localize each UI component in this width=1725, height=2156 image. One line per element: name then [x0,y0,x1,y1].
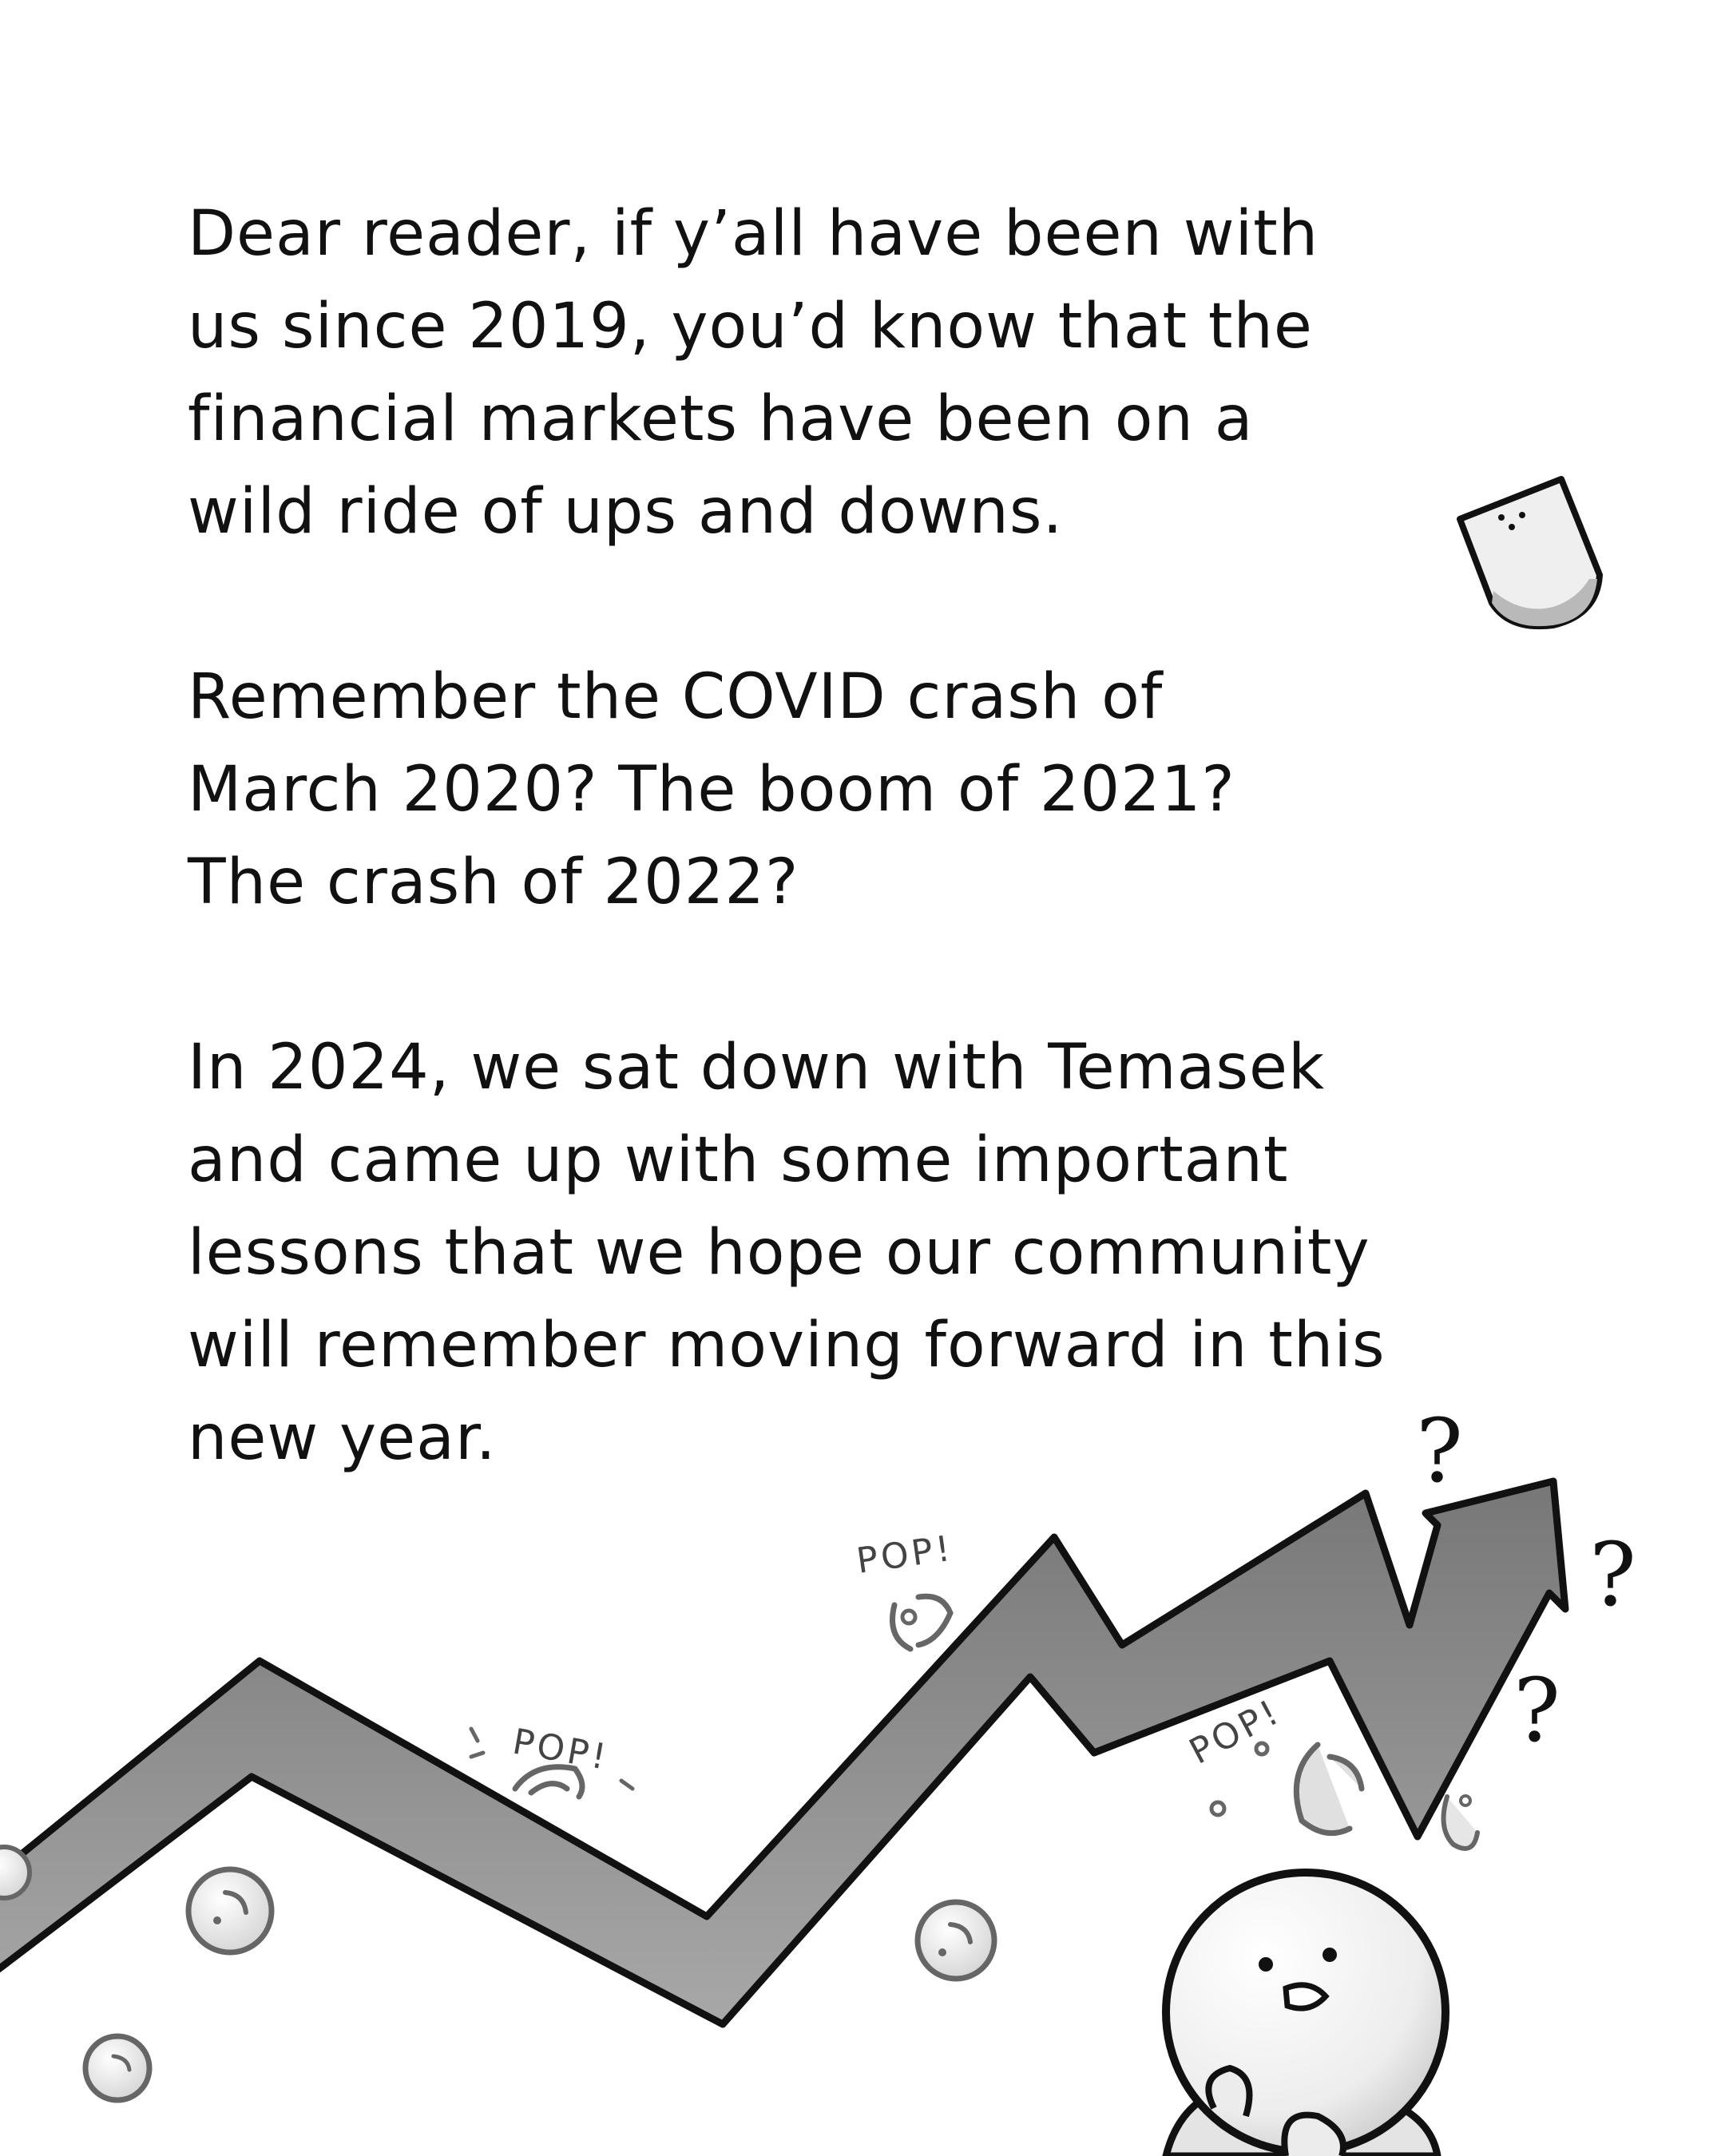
question-mark-icon: ? [1416,1400,1463,1502]
paragraph-intro: Dear reader, if y’all have been with us since 2019, you’d know that the financial markets have been on a wild ride of ups and downs. [188,198,1319,548]
bubble-icon [0,1847,30,1898]
confused-character-icon [1166,1873,1445,2156]
pop-label: POP! [1183,1690,1288,1773]
paragraph-market-events: Remember the COVID crash of March 2020? The boom of 2021? The crash of 2022? [188,661,1235,918]
popped-bubble-icon [1183,1691,1362,1833]
popped-bubble-icon [471,1722,632,1797]
pop-label: POP! [854,1528,956,1582]
question-mark-icon: ? [1513,1659,1560,1762]
bubble-icon [188,1869,272,1952]
paragraph-lessons: In 2024, we sat down with Temasek and came up with some important lessons that we hope our community will remember moving forward in this new year. [188,1032,1386,1474]
bubble-icon [918,1902,994,1979]
bubble-icon [85,2036,149,2100]
cup-icon [1460,479,1600,626]
pop-label: POP! [510,1721,613,1778]
question-mark-icon: ? [1589,1524,1636,1626]
popped-bubble-icon [1444,1796,1478,1849]
popped-bubble-icon [854,1528,955,1649]
